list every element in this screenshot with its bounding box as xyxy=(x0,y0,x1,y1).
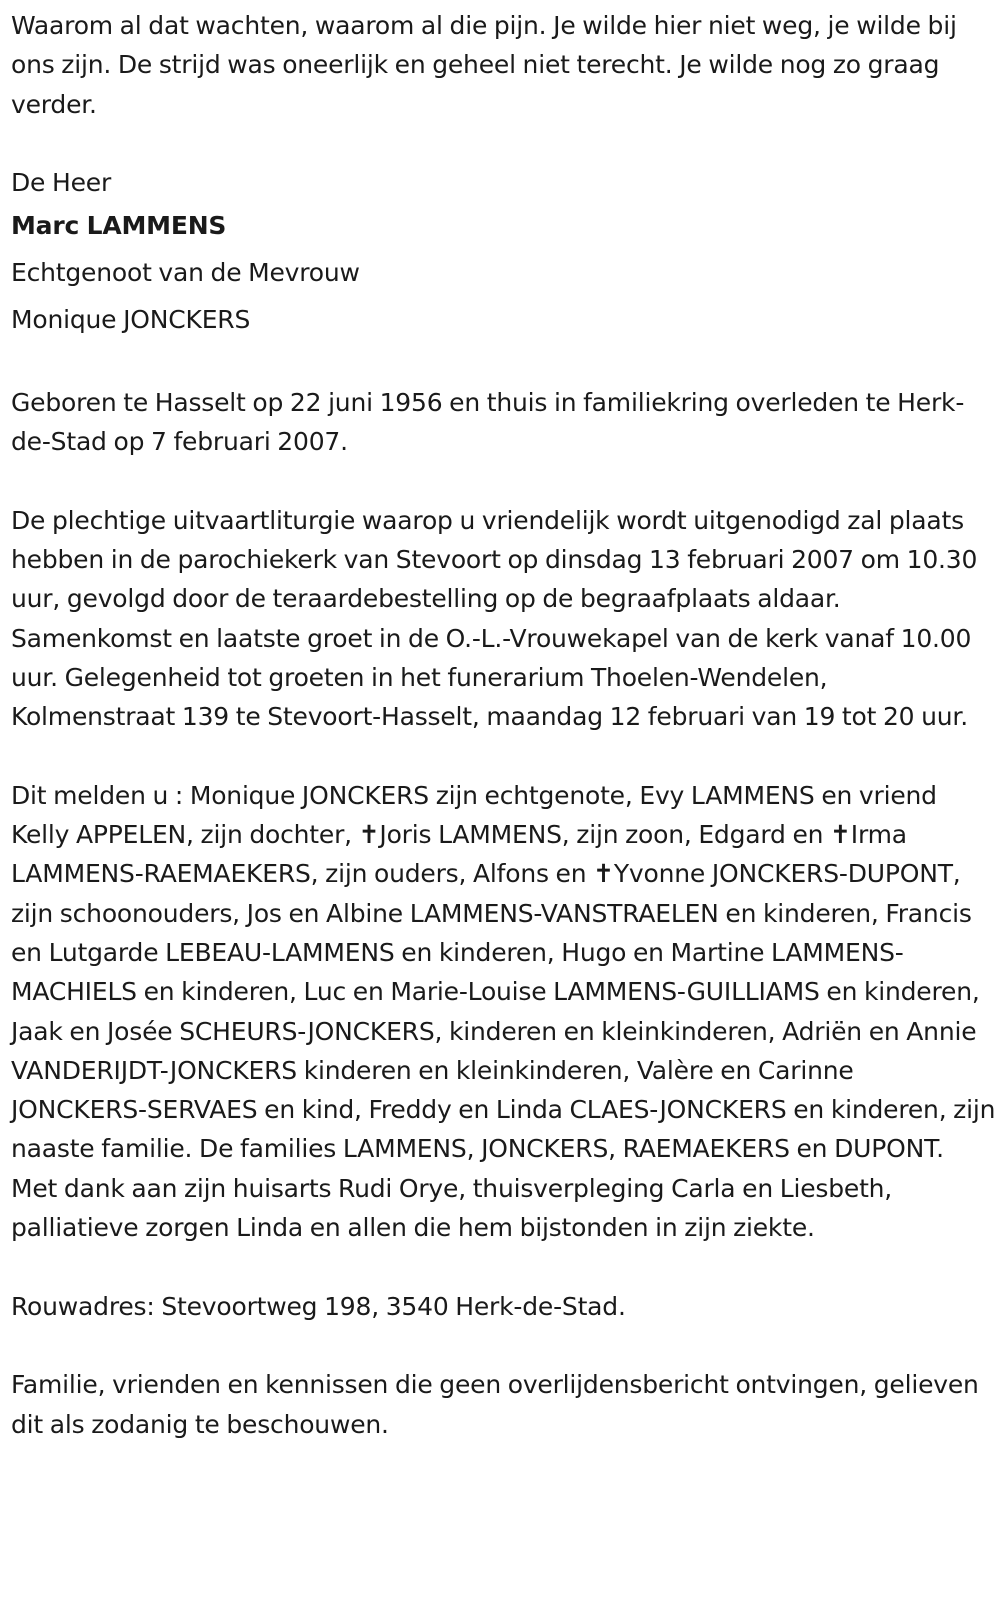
salutation: De Heer xyxy=(11,168,112,198)
spouse-line-2: Monique JONCKERS xyxy=(11,305,251,335)
family-paragraph xyxy=(11,776,996,1248)
family-text-part-3: Irma LAMMENS-RAEMAEKERS, zijn ouders, Alfons en xyxy=(11,820,907,889)
intro-paragraph: Waarom al dat wachten, waarom al die pijn. Je wilde hier niet weg, je wilde bij ons zijn. De strijd was oneerlijk en geheel niet terecht. Je wilde nog zo graag verder. xyxy=(11,11,957,119)
family-text-part-2: Joris LAMMENS, zijn zoon, Edgard en xyxy=(379,820,831,850)
cross-icon: ✝ xyxy=(593,859,614,889)
funeral-paragraph: De plechtige uitvaartliturgie waarop u vriendelijk wordt uitgenodigd zal plaats hebben in de parochiekerk van Stevoort op dinsdag 13 februari 2007 om 10.30 uur, gevolgd door de teraardebestelling op de begraafplaats aldaar. Samenkomst en laatste groet in de O.-L.-Vrouwekapel van de kerk vanaf 10.00 uur. Gelegenheid tot groeten in het funerarium Thoelen-Wendelen, Kolmenstraat 139 te Stevoort-Hasselt, maandag 12 februari van 19 tot 20 uur. xyxy=(11,505,978,732)
family-text-part-1: Dit melden u : Monique JONCKERS zijn echtgenote, Evy LAMMENS en vriend Kelly APPELEN, zijn dochter, xyxy=(11,780,937,850)
closing-paragraph: Familie, vrienden en kennissen die geen overlijdensbericht ontvingen, gelieven dit als zodanig te beschouwen. xyxy=(11,1370,979,1439)
spouse-line-1: Echtgenoot van de Mevrouw xyxy=(11,258,360,288)
cross-icon: ✝ xyxy=(358,820,380,850)
family-text-part-4: Yvonne JONCKERS-DUPONT, zijn schoonouders, Jos en Albine LAMMENS-VANSTRAELEN en kinderen, Francis en Lutgarde LEBEAU-LAMMENS en kinderen, Hugo en Martine LAMMENS-MACHIELS en kinderen, Luc en Marie-Louise LAMMENS-GUILLIAMS en kinderen, Jaak en Josée SCHEURS-JONCKERS, kinderen en kleinkinderen, Adriën en Annie VANDERIJDT-JONCKERS kinderen en kleinkinderen, Valère en Carinne JONCKERS-SERVAES en kind, Freddy en Linda CLAES-JONCKERS en kinderen, zijn naaste familie. De families LAMMENS, JONCKERS, RAEMAEKERS en DUPONT. Met dank aan zijn huisarts Rudi Orye, thuisverpleging Carla en Liesbeth, palliatieve zorgen Linda en allen die hem bijstonden in zijn ziekte. xyxy=(11,859,996,1243)
address-paragraph: Rouwadres: Stevoortweg 198, 3540 Herk-de-Stad. xyxy=(11,1291,626,1321)
birth-death-paragraph: Geboren te Hasselt op 22 juni 1956 en thuis in familiekring overleden te Herk-de-Stad op 7 februari 2007. xyxy=(11,387,965,457)
obituary-document xyxy=(11,6,996,1444)
deceased-name: Marc LAMMENS xyxy=(11,211,227,241)
cross-icon: ✝ xyxy=(830,820,851,850)
